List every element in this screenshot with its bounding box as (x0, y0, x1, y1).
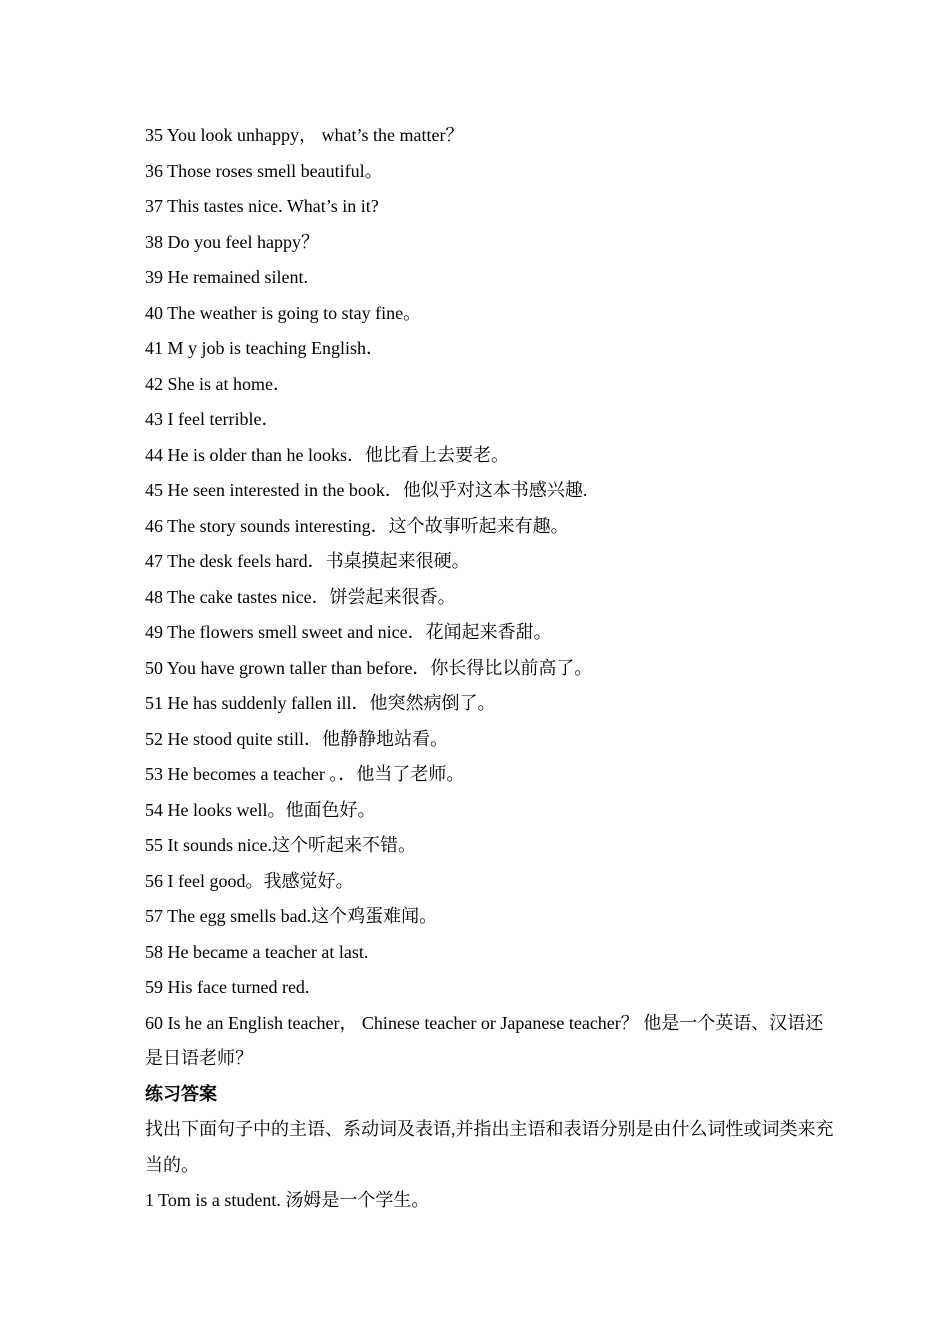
sentence-36: 36 Those roses smell beautiful。 (145, 160, 383, 181)
sentence-46: 46 The story sounds interesting．这个故事听起来有趣。 (145, 515, 569, 536)
answer-1: 1 Tom is a student. 汤姆是一个学生。 (145, 1190, 430, 1210)
sentence-37: 37 This tastes nice. What’s in it? (145, 196, 379, 216)
sentence-45: 45 He seen interested in the book．他似乎对这本书感兴趣. (145, 480, 588, 500)
sentence-44: 44 He is older than he looks．他比看上去要老。 (145, 444, 509, 465)
sentence-41: 41 M y job is teaching English． (145, 338, 384, 358)
sentence-57: 57 The egg smells bad.这个鸡蛋难闻。 (145, 906, 438, 926)
sentence-56: 56 I feel good。我感觉好。 (145, 870, 354, 891)
sentence-54: 54 He looks well。他面色好。 (145, 799, 376, 820)
sentence-35: 35 You look unhappy， what’s the matter？ (145, 125, 464, 145)
sentence-40: 40 The weather is going to stay fine。 (145, 302, 422, 323)
sentence-38: 38 Do you feel happy？ (145, 231, 319, 252)
sentence-48: 48 The cake tastes nice．饼尝起来很香。 (145, 586, 456, 607)
sentence-60: 60 Is he an English teacher， Chinese teacher or Japanese teacher？ 他是一个英语、汉语还是日语老师？ (145, 1012, 824, 1068)
sentence-47: 47 The desk feels hard．书桌摸起来很硬。 (145, 551, 470, 571)
answers-heading: 练习答案 (145, 1083, 217, 1105)
sentence-39: 39 He remained silent. (145, 267, 308, 287)
sentence-50: 50 You have grown taller than before．你长得比以前高了。 (145, 657, 593, 678)
document-page (145, 118, 835, 1219)
sentence-55: 55 It sounds nice.这个听起来不错。 (145, 835, 416, 855)
sentence-49: 49 The flowers smell sweet and nice．花闻起来香甜。 (145, 622, 552, 642)
exercise-instruction: 找出下面句子中的主语、系动词及表语,并指出主语和表语分别是由什么词性或词类来充当的。 (145, 1119, 834, 1175)
sentence-52: 52 He stood quite still．他静静地站看。 (145, 728, 448, 749)
sentence-59: 59 His face turned red. (145, 977, 310, 997)
sentence-42: 42 She is at home． (145, 373, 291, 394)
sentence-43: 43 I feel terrible． (145, 409, 280, 429)
sentence-51: 51 He has suddenly fallen ill．他突然病倒了。 (145, 693, 496, 713)
sentence-53: 53 He becomes a teacher 。．他当了老师。 (145, 764, 465, 784)
sentence-58: 58 He became a teacher at last. (145, 941, 369, 962)
